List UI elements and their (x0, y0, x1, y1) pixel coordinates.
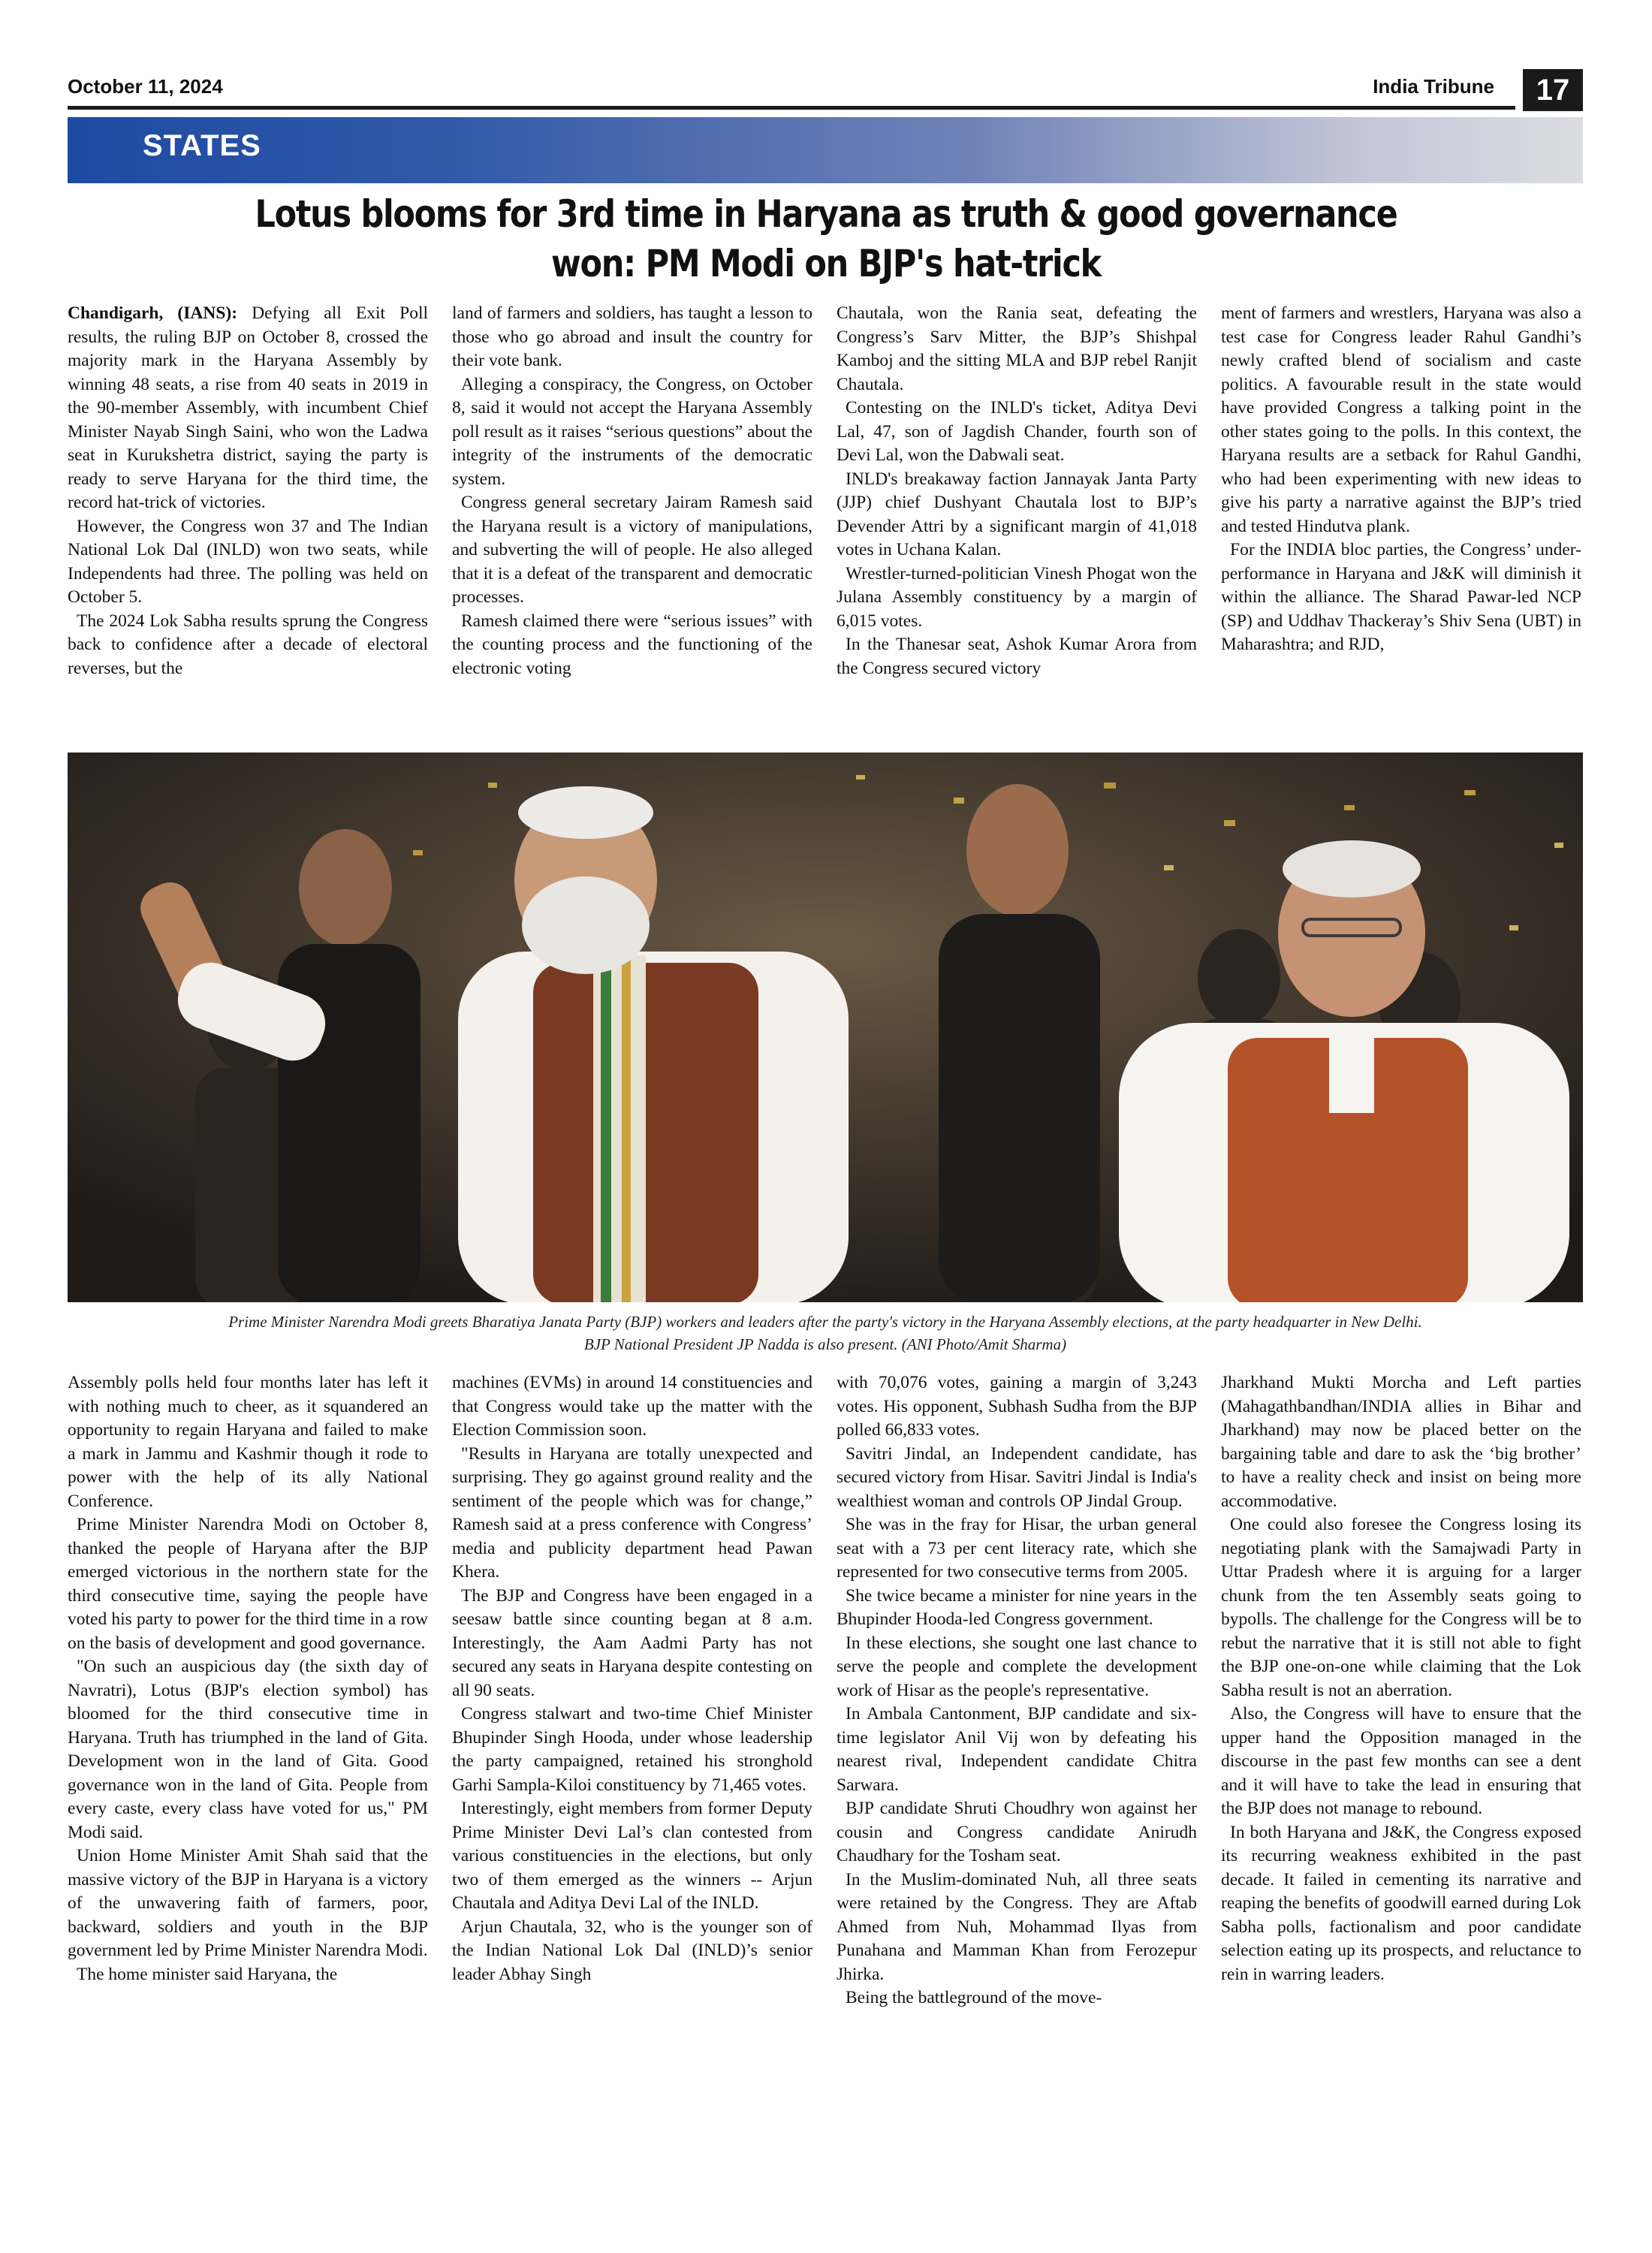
paragraph: Union Home Minister Amit Shah said that the massive victory of the BJP in Haryana is a victory of the unwavering faith of farmers, poor, backward, soldiers and youth in the BJP government led by Prime Minister Narendra Modi. (68, 1846, 428, 1960)
headline-line-2: won: PM Modi on BJP's hat-trick (551, 242, 1101, 285)
page-number: 17 (1523, 69, 1583, 111)
caption-line-2: BJP National President JP Nadda is also present. (ANI Photo/Amit Sharma) (583, 1335, 1067, 1353)
paragraph: "On such an auspicious day (the sixth day of Navratri), Lotus (BJP's election symbol) has bloomed for the third consecutive time in Haryana. Truth has triumphed in the land of Gita. Development won in the land of Gita. Good governance won in the land of Gita. People from every caste, every class have voted for us," PM Modi said. (68, 1657, 428, 1842)
paragraph: land of farmers and soldiers, has taught a lesson to those who go abroad and insult the country for their vote bank. (452, 303, 812, 370)
paragraph: Alleging a conspiracy, the Congress, on October 8, said it would not accept the Haryana Assembly poll result as it raises “serious questions” about the integrity of the instruments of the democratic system. (452, 374, 812, 489)
masthead-rule (68, 106, 1515, 110)
photo-caption (83, 1310, 1568, 1356)
paragraph: machines (EVMs) in around 14 constituencies and that Congress would take up the matter with the Election Commission soon. (452, 1373, 812, 1440)
article-column-top-1 (68, 302, 428, 746)
paragraph: She was in the fray for Hisar, the urban general seat with a 73 per cent literacy rate, which she represented for two consecutive terms from 2005. (837, 1515, 1197, 1582)
paragraph: The 2024 Lok Sabha results sprung the Congress back to confidence after a decade of electoral reverses, but the (68, 611, 428, 678)
paragraph: Ramesh claimed there were “serious issues” with the counting process and the functioning of the electronic voting (452, 611, 812, 678)
paragraph: In these elections, she sought one last chance to serve the people and complete the development work of Hisar as the people's representative. (837, 1633, 1197, 1700)
article-column-bottom-4 (1221, 1371, 1581, 2227)
photo-illustration (68, 753, 1583, 1302)
article-column-bottom-3 (837, 1371, 1197, 2227)
paragraph: The home minister said Haryana, the (77, 1964, 338, 1984)
news-photo (68, 753, 1583, 1302)
paragraph: In the Muslim-dominated Nuh, all three seats were retained by the Congress. They are Aftab Ahmed from Nuh, Mohammad Ilyas from Punahana and Mamman Khan from Ferozepur Jhirka. (837, 1869, 1197, 1984)
paragraph: Assembly polls held four months later has left it with nothing much to cheer, as it squandered an opportunity to regain Haryana and failed to make a mark in Jammu and Kashmir though it rode to power with the help of its ally National Conference. (68, 1373, 428, 1511)
paragraph: BJP candidate Shruti Choudhry won against her cousin and Congress candidate Anirudh Chaudhary for the Tosham seat. (837, 1799, 1197, 1865)
paragraph: Contesting on the INLD's ticket, Aditya Devi Lal, 47, son of Jagdish Chander, fourth son of Devi Lal, won the Dabwali seat. (837, 398, 1197, 465)
article-column-bottom-2 (452, 1371, 812, 2227)
paragraph: For the INDIA bloc parties, the Congress’ under-performance in Haryana and J&K will diminish it within the alliance. The Sharad Pawar-led NCP (SP) and Uddhav Thackeray’s Shiv Sena (UBT) in Maharashtra; and RJD, (1221, 540, 1581, 654)
article-column-top-4 (1221, 302, 1581, 746)
paragraph: She twice became a minister for nine years in the Bhupinder Hooda-led Congress government. (837, 1585, 1197, 1629)
issue-date: October 11, 2024 (68, 75, 223, 98)
paragraph: Also, the Congress will have to ensure that the upper hand the Opposition managed in the discourse in the past few months can see a dent and it will have to take the lead in ensuring that the BJP does not manage to rebound. (1221, 1704, 1581, 1818)
article-column-top-3 (837, 302, 1197, 746)
paragraph: In the Thanesar seat, Ashok Kumar Arora from the Congress secured victory (837, 635, 1197, 678)
paragraph: with 70,076 votes, gaining a margin of 3,243 votes. His opponent, Subhash Sudha from the BJP polled 66,833 votes. (837, 1373, 1197, 1440)
caption-line-1: Prime Minister Narendra Modi greets Bharatiya Janata Party (BJP) workers and leaders after the party's victory in the Haryana Assembly elections, at the party headquarter in New Delhi. (228, 1313, 1422, 1331)
paragraph: One could also foresee the Congress losing its negotiating plank with the Samajwadi Party in Uttar Pradesh where it is arguing for a larger chunk from the ten Assembly seats going to bypolls. The challenge for the Congress will be to rebut the narrative that it is still not able to fight the BJP one-on-one while claiming that the Lok Sabha result is not an aberration. (1221, 1515, 1581, 1700)
paragraph: In Ambala Cantonment, BJP candidate and six-time legislator Anil Vij won by defeating his nearest rival, Independent candidate Chitra Sarwara. (837, 1704, 1197, 1795)
publication-name: India Tribune (1373, 75, 1494, 98)
paragraph: INLD's breakaway faction Jannayak Janta Party (JJP) chief Dushyant Chautala lost to BJP’s Devender Attri by a significant margin of 41,018 votes in Uchana Kalan. (837, 469, 1197, 559)
paragraph: In both Haryana and J&K, the Congress exposed its recurring weakness exhibited in the past decade. It failed in cementing its narrative and reaping the benefits of goodwill earned during Lok Sabha polls, factionalism and poor candidate selection eating up its prospects, and reluctance to rein in warring leaders. (1221, 1822, 1581, 1984)
paragraph: Savitri Jindal, an Independent candidate, has secured victory from Hisar. Savitri Jindal is India's wealthiest woman and controls OP Jindal Group. (837, 1443, 1197, 1511)
masthead (68, 69, 1583, 111)
headline-line-1: Lotus blooms for 3rd time in Haryana as truth & good governance (255, 192, 1397, 236)
paragraph: Arjun Chautala, 32, who is the younger son of the Indian National Lok Dal (INLD)’s senior leader Abhay Singh (452, 1917, 812, 1984)
paragraph: However, the Congress won 37 and The Indian National Lok Dal (INLD) won two seats, while Independents had three. The polling was held on October 5. (68, 516, 428, 607)
paragraph (68, 302, 428, 515)
paragraph: Being the battleground of the move- (846, 1988, 1102, 2007)
article-column-bottom-1 (68, 1371, 428, 2227)
paragraph: Congress stalwart and two-time Chief Minister Bhupinder Singh Hooda, under whose leadership the party campaigned, retained his stronghold Garhi Sampla-Kiloi constituency by 71,465 votes. (452, 1704, 812, 1795)
paragraph: Wrestler-turned-politician Vinesh Phogat won the Julana Assembly constituency by a margin of 6,015 votes. (837, 563, 1197, 631)
paragraph: Congress general secretary Jairam Ramesh said the Haryana result is a victory of manipulations, and subverting the will of people. He also alleged that it is a defeat of the transparent and democratic processes. (452, 493, 812, 607)
paragraph: Chautala, won the Rania seat, defeating the Congress’s Sarv Mitter, the BJP’s Shishpal Kamboj and the sitting MLA and BJP rebel Ranjit Chautala. (837, 303, 1197, 394)
article-column-top-2 (452, 302, 812, 746)
paragraph: Interestingly, eight members from former Deputy Prime Minister Devi Lal’s clan contested from various constituencies in the elections, but only two of them emerged as the winners -- Arjun Chautala and Aditya Devi Lal of the INLD. (452, 1799, 812, 1913)
paragraph: "Results in Haryana are totally unexpected and surprising. They go against ground reality and the sentiment of the people which was for change,” Ramesh said at a press conference with Congress’ media and publicity department head Pawan Khera. (452, 1443, 812, 1582)
section-label: STATES (143, 129, 261, 162)
paragraph: Jharkhand Mukti Morcha and Left parties (Mahagathbandhan/INDIA allies in Bihar and Jharkhand) may now be placed better on the bargaining table and dare to ask the ‘big brother’ to have a reality check and insist on being more accommodative. (1221, 1373, 1581, 1511)
paragraph-text: Defying all Exit Poll results, the ruling BJP on October 8, crossed the majority mark in the Haryana Assembly by winning 48 seats, a rise from 40 seats in 2019 in the 90-member Assembly, with incumbent Chief Minister Nayab Singh Saini, who won the Ladwa seat in Kurukshetra district, saying the party is ready to serve Haryana for the third time, the record hat-trick of victories. (68, 303, 428, 512)
section-banner (68, 117, 1583, 183)
paragraph: Prime Minister Narendra Modi on October 8, thanked the people of Haryana after the BJP emerged victorious in the northern state for the third consecutive time, saying the people have voted his party to power for the third time in a row on the basis of development and good governance. (68, 1515, 428, 1653)
paragraph: The BJP and Congress have been engaged in a seesaw battle since counting began at 8 a.m. Interestingly, the Aam Aadmi Party has not secured any seats in Haryana despite contesting on all 90 seats. (452, 1585, 812, 1700)
dateline: Chandigarh, (IANS): (68, 303, 238, 323)
headline (206, 189, 1446, 288)
paragraph: ment of farmers and wrestlers, Haryana was also a test case for Congress leader Rahul Gandhi’s newly crafted blend of socialism and caste politics. A favourable result in the state would have provided Congress a talking point in the other states going to the polls. In this context, the Haryana results are a setback for Rahul Gandhi, who had been experimenting with new ideas to give his party a narrative against the BJP’s tried and tested Hindutva plank. (1221, 303, 1581, 536)
